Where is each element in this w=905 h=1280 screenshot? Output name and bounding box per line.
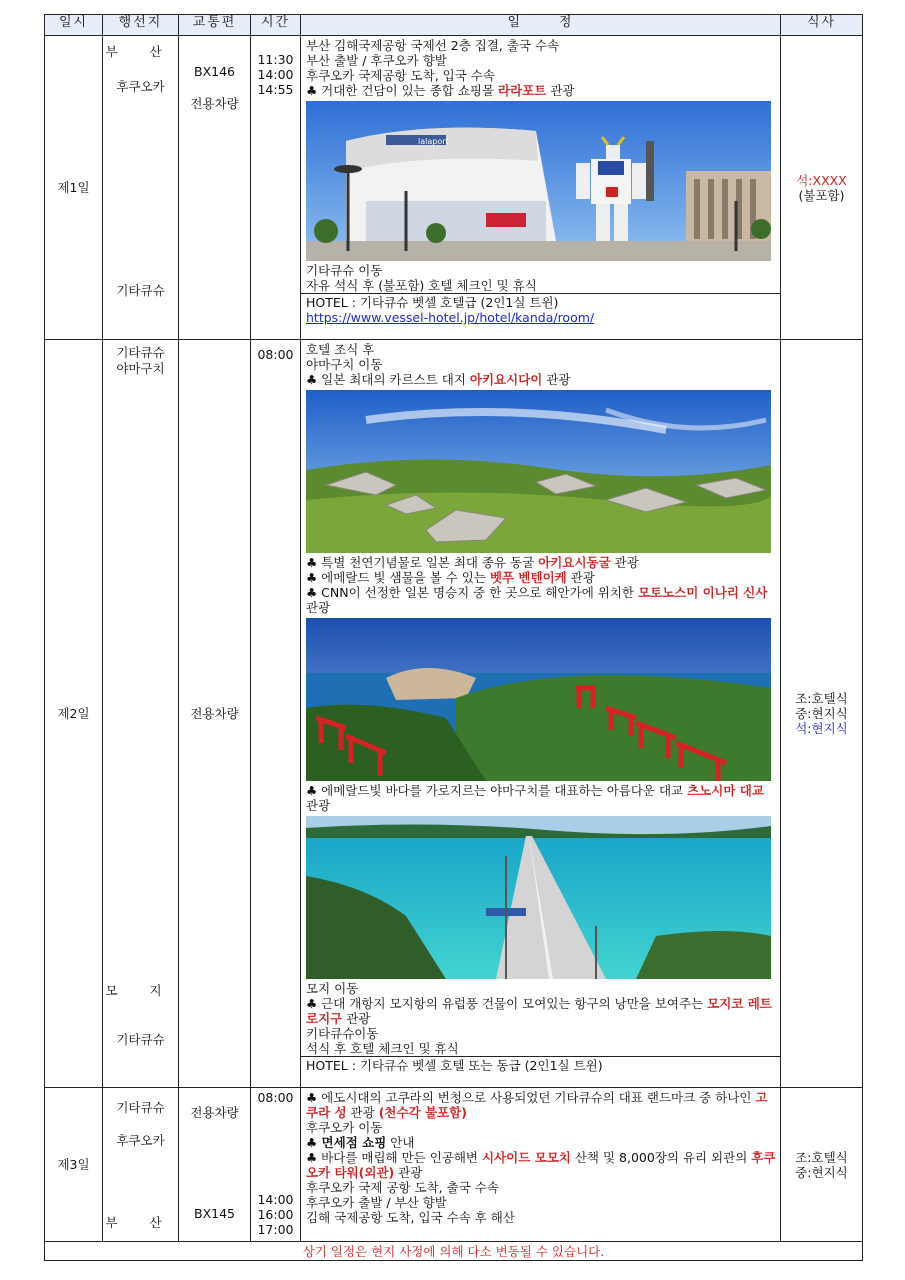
meal-breakfast: 조:호텔식 [795, 1149, 848, 1165]
schedule-line: 부산 출발 / 후쿠오카 향발 [306, 53, 447, 68]
schedule-line: 야마구치 이동 [306, 357, 383, 372]
day2-meal [781, 340, 863, 1088]
schedule-line: ♣ 바다를 매립해 만든 인공해변 시사이드 모모치 산책 및 8,000장의 유리 외관의 후쿠오카 타워(외관) 관광 [306, 1150, 776, 1180]
meal-breakfast: 조:호텔식 [795, 691, 848, 706]
day1-transport [179, 36, 251, 340]
header-day: 일시 [45, 15, 103, 36]
time: 17:00 [257, 1222, 294, 1237]
day2-schedule [301, 340, 781, 1088]
place: 후쿠오카 [116, 79, 165, 94]
time: 16:00 [257, 1207, 294, 1222]
hotel-info: HOTEL : 기타큐슈 벳셀 호텔급 (2인1실 트윈) [306, 295, 559, 310]
day2-label: 제2일 [45, 340, 103, 1088]
meal-dinner: 석:XXXX [796, 172, 847, 188]
time: 11:30 [257, 52, 294, 67]
schedule-line: ♣ 에도시대의 고쿠라의 번청으로 사용되었던 기타큐슈의 대표 랜드마크 중 하나인 고쿠라 성 관광 (천수각 불포함) [306, 1090, 768, 1120]
header-meal: 식사 [781, 15, 863, 36]
day3-row [45, 1088, 863, 1242]
schedule-line: ♣ 특별 천연기념물로 일본 최대 종유 동굴 아키요시동굴 관광 [306, 555, 639, 570]
itinerary-table [44, 14, 863, 1261]
day3-schedule [301, 1088, 781, 1242]
day3-label: 제3일 [45, 1088, 103, 1242]
schedule-line: ♣ 에메랄드빛 바다를 가로지르는 야마구치를 대표하는 아름다운 대교 츠노시마 대교 관광 [306, 783, 764, 813]
day1-hotel [301, 293, 780, 326]
schedule-line: ♣ 근대 개항지 모지항의 유럽풍 건물이 모여있는 항구의 낭만을 보여주는 모지코 레트로지구 관광 [306, 996, 772, 1026]
schedule-line: 모지 이동 [306, 981, 359, 996]
schedule-line: ♣ 면세점 쇼핑 안내 [306, 1135, 415, 1150]
day2-row [45, 340, 863, 1088]
svg-text:lalaport: lalaport [418, 137, 449, 146]
header-schedule: 일 정 [301, 15, 781, 36]
vehicle: 전용차량 [190, 1105, 239, 1120]
meal-dinner: 석:현지식 [795, 721, 848, 736]
time: 14:00 [257, 67, 294, 82]
day3-transport [179, 1088, 251, 1242]
header-row [45, 15, 863, 36]
schedule-line: 후쿠오카 국제공항 도착, 입국 수속 [306, 68, 495, 83]
day1-schedule [301, 36, 781, 340]
place: 부 산 [105, 44, 176, 59]
header-time: 시간 [251, 15, 301, 36]
schedule-line: ♣ 일본 최대의 카르스트 대지 아키요시다이 관광 [306, 372, 571, 387]
day2-places [103, 340, 179, 1088]
schedule-line: ♣ CNN이 선정한 일본 명승지 중 한 곳으로 해안가에 위치한 모토노스미 이나리 신사 관광 [306, 585, 768, 615]
akiyoshidai-karst-photo [306, 390, 771, 553]
place: 모 지 [105, 983, 176, 998]
place: 후쿠오카 [116, 1133, 165, 1148]
place: 기타큐슈 [116, 1100, 165, 1115]
schedule-line: ♣ 거대한 건담이 있는 종합 쇼핑몰 라라포트 관광 [306, 83, 575, 98]
day1-row [45, 36, 863, 340]
day1-label: 제1일 [45, 36, 103, 340]
header-transport: 교통편 [179, 15, 251, 36]
day1-places [103, 36, 179, 340]
schedule-line: 자유 석식 후 (불포함) 호텔 체크인 및 휴식 [306, 278, 537, 293]
day2-transport: 전용차량 [179, 340, 251, 1088]
schedule-line: 기타큐슈 이동 [306, 263, 383, 278]
day2-time: 08:00 [251, 340, 301, 1088]
schedule-line: 후쿠오카 국제 공항 도착, 출국 수속 [306, 1180, 499, 1195]
tsunoshima-bridge-photo [306, 816, 771, 979]
place: 기타큐슈 [116, 1032, 165, 1047]
hotel-link[interactable]: https://www.vessel-hotel.jp/hotel/kanda/room/ [306, 310, 595, 325]
time: 08:00 [257, 1090, 294, 1105]
day3-places [103, 1088, 179, 1242]
lalaport-gundam-photo [306, 101, 771, 261]
time: 14:55 [257, 82, 294, 97]
flight-code: BX145 [194, 1206, 235, 1221]
schedule-line: 후쿠오카 이동 [306, 1120, 383, 1135]
highlight-place: 라라포트 [498, 83, 547, 98]
header-place: 행선지 [103, 15, 179, 36]
schedule-line: 석식 후 호텔 체크인 및 휴식 [306, 1041, 459, 1056]
place: 기타큐슈 [116, 283, 165, 298]
schedule-line: 키타큐슈이동 [306, 1026, 379, 1041]
place: 야마구치 [116, 361, 165, 376]
place: 부 산 [105, 1215, 176, 1230]
meal-lunch: 중:현지식 [795, 706, 848, 721]
time: 14:00 [257, 1192, 294, 1207]
day2-hotel [301, 1056, 780, 1074]
day1-times [251, 36, 301, 340]
footer-row [45, 1242, 863, 1261]
schedule-line: 호텔 조식 후 [306, 342, 375, 357]
day3-times [251, 1088, 301, 1242]
schedule-line: 후쿠오카 출발 / 부산 향발 [306, 1195, 447, 1210]
hotel-info: HOTEL : 기타큐슈 벳셀 호텔 또는 동급 (2인1실 트윈) [306, 1058, 603, 1073]
day3-meal [781, 1088, 863, 1242]
motonosumi-shrine-photo [306, 618, 771, 781]
meal-note: (불포함) [798, 187, 845, 203]
place: 기타큐슈 [116, 345, 165, 360]
schedule-line: ♣ 에메랄드 빛 샘물을 볼 수 있는 벳푸 벤텐이케 관광 [306, 570, 595, 585]
day1-meal [781, 36, 863, 340]
meal-lunch: 중:현지식 [795, 1164, 848, 1180]
schedule-line: 김해 국제공항 도착, 입국 수속 후 해산 [306, 1210, 515, 1225]
vehicle: 전용차량 [190, 96, 239, 111]
footer-notice: 상기 일정은 현지 사정에 의해 다소 변동될 수 있습니다. [45, 1242, 863, 1261]
schedule-line: 부산 김해국제공항 국제선 2층 집결, 출국 수속 [306, 38, 560, 53]
flight-code: BX146 [194, 64, 235, 79]
